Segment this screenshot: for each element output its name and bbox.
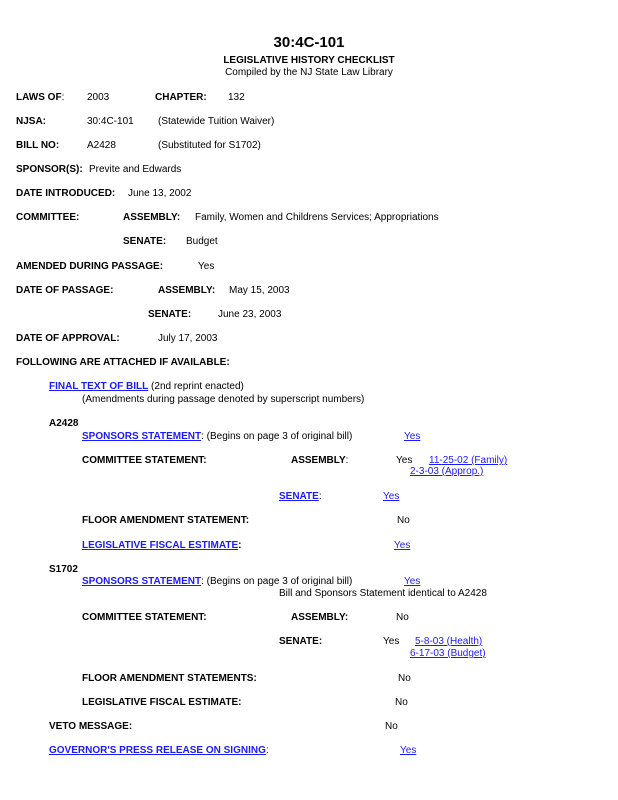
njsa-description: (Statewide Tuition Waiver) (158, 116, 275, 127)
a2428-fiscal-estimate-yes-link[interactable]: Yes (394, 540, 411, 551)
following-attached-label: FOLLOWING ARE ATTACHED IF AVAILABLE: (16, 357, 230, 368)
a2428-senate-yes-link[interactable]: Yes (383, 491, 400, 502)
press-release-row: GOVERNOR'S PRESS RELEASE ON SIGNING: (49, 745, 269, 756)
sponsors-value: Previte and Edwards (89, 164, 182, 175)
committee-senate-value: Budget (186, 236, 218, 247)
committee-assembly-value: Family, Women and Childrens Services; Appropriations (195, 212, 439, 223)
njsa-value: 30:4C-101 (87, 116, 134, 127)
s1702-senate-value: Yes (383, 636, 400, 647)
s1702-committee-statement-label: COMMITTEE STATEMENT: (82, 612, 207, 623)
bill-no-label: BILL NO: (16, 140, 60, 151)
s1702-sponsors-statement-row (82, 576, 352, 587)
a2428-assembly-link-family[interactable]: 11-25-02 (Family) (429, 455, 508, 466)
final-text-note2: (Amendments during passage denoted by superscript numbers) (82, 394, 365, 405)
final-text-link[interactable]: FINAL TEXT OF BILL (49, 381, 149, 392)
a2428-senate-row: SENATE: (279, 491, 322, 502)
s1702-fiscal-estimate-value: No (395, 697, 408, 708)
date-approval-label: DATE OF APPROVAL: (16, 333, 120, 344)
laws-of-value: 2003 (87, 92, 110, 103)
page-subtitle: LEGISLATIVE HISTORY CHECKLIST (223, 55, 395, 66)
date-introduced-label: DATE INTRODUCED: (16, 188, 116, 199)
a2428-assembly-link-approp[interactable]: 2-3-03 (Approp.) (410, 466, 484, 477)
laws-of-label: LAWS OF: (16, 92, 65, 103)
a2428-fiscal-estimate-link[interactable]: LEGISLATIVE FISCAL ESTIMATE (82, 540, 239, 551)
s1702-senate-label: SENATE: (279, 636, 323, 647)
final-text-note: (2nd reprint enacted) (151, 381, 244, 392)
s1702-floor-amendment-label: FLOOR AMENDMENT STATEMENTS: (82, 673, 257, 684)
s1702-senate-link-budget[interactable]: 6-17-03 (Budget) (410, 648, 486, 659)
amended-label: AMENDED DURING PASSAGE: (16, 261, 164, 272)
s1702-fiscal-estimate-label: LEGISLATIVE FISCAL ESTIMATE: (82, 697, 242, 708)
passage-assembly-value: May 15, 2003 (229, 285, 290, 296)
sponsors-label: SPONSOR(S): (16, 164, 83, 175)
committee-assembly-label: ASSEMBLY: (123, 212, 181, 223)
a2428-assembly-label-row: ASSEMBLY: (291, 455, 349, 466)
a2428-sponsors-statement-row (82, 431, 352, 442)
s1702-sponsors-statement-note: : (Begins on page 3 of original bill) (201, 576, 353, 587)
bill-no-note: (Substituted for S1702) (158, 140, 261, 151)
a2428-committee-statement-label: COMMITTEE STATEMENT: (82, 455, 207, 466)
passage-senate-label: SENATE: (148, 309, 192, 320)
press-release-link[interactable]: GOVERNOR'S PRESS RELEASE ON SIGNING (49, 745, 266, 756)
committee-senate-label: SENATE: (123, 236, 167, 247)
final-text-row (49, 381, 244, 392)
date-approval-value: July 17, 2003 (158, 333, 218, 344)
a2428-sponsors-statement-yes-link[interactable]: Yes (404, 431, 421, 442)
passage-assembly-label: ASSEMBLY: (158, 285, 216, 296)
compiled-by: Compiled by the NJ State Law Library (225, 67, 393, 78)
press-release-yes-link[interactable]: Yes (400, 745, 417, 756)
chapter-value: 132 (228, 92, 245, 103)
a2428-sponsors-statement-link[interactable]: SPONSORS STATEMENT (82, 431, 202, 442)
date-introduced-value: June 13, 2002 (128, 188, 192, 199)
s1702-senate-link-health[interactable]: 5-8-03 (Health) (415, 636, 483, 647)
s1702-assembly-label: ASSEMBLY: (291, 612, 349, 623)
njsa-label: NJSA: (16, 116, 47, 127)
a2428-label: A2428 (49, 418, 79, 429)
a2428-fiscal-estimate-row: LEGISLATIVE FISCAL ESTIMATE: (82, 540, 242, 551)
s1702-floor-amendment-value: No (398, 673, 411, 684)
bill-no-value: A2428 (87, 140, 116, 151)
a2428-assembly-value: Yes (396, 455, 413, 466)
a2428-assembly-label: ASSEMBLY (291, 455, 346, 466)
a2428-senate-link[interactable]: SENATE (279, 491, 319, 502)
amended-value: Yes (198, 261, 215, 272)
page-title: 30:4C-101 (273, 34, 345, 51)
veto-message-value: No (385, 721, 398, 732)
a2428-floor-amendment-label: FLOOR AMENDMENT STATEMENT: (82, 515, 250, 526)
s1702-identical-note: Bill and Sponsors Statement identical to A2428 (279, 588, 487, 599)
s1702-sponsors-statement-link[interactable]: SPONSORS STATEMENT (82, 576, 202, 587)
s1702-sponsors-statement-yes-link[interactable]: Yes (404, 576, 421, 587)
a2428-sponsors-statement-note: : (Begins on page 3 of original bill) (201, 431, 353, 442)
veto-message-label: VETO MESSAGE: (49, 721, 133, 732)
committee-label: COMMITTEE: (16, 212, 80, 223)
s1702-label: S1702 (49, 564, 78, 575)
a2428-floor-amendment-value: No (397, 515, 410, 526)
s1702-assembly-value: No (396, 612, 409, 623)
date-passage-label: DATE OF PASSAGE: (16, 285, 114, 296)
chapter-label: CHAPTER: (155, 92, 207, 103)
passage-senate-value: June 23, 2003 (218, 309, 282, 320)
